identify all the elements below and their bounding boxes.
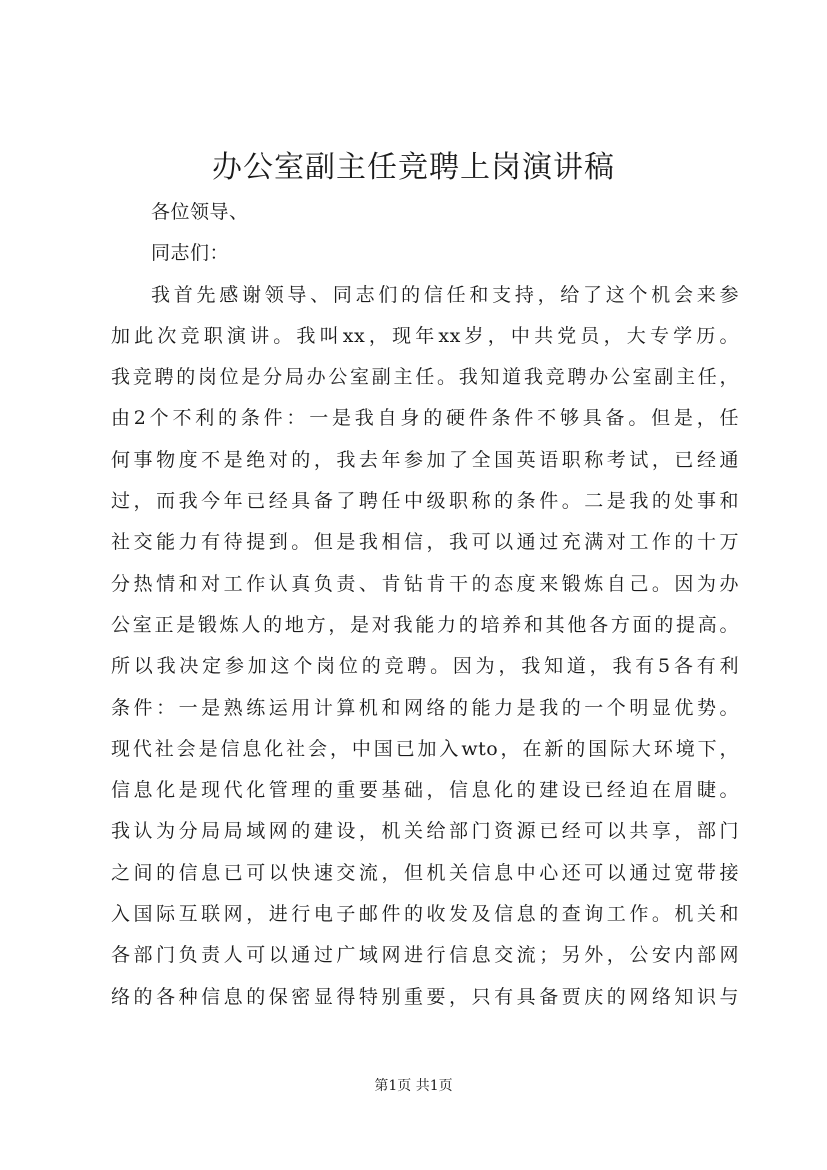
body-line: 各部门负责人可以通过广域网进行信息交流；另外，公安内部网 <box>111 944 739 967</box>
body-line: 我认为分局局域网的建设，机关给部门资源已经可以共享，部门 <box>111 820 739 843</box>
body-line: 由2个不利的条件：一是我自身的硬件条件不够具备。但是，任 <box>111 407 739 430</box>
salutation-line: 同志们： <box>151 242 230 265</box>
body-line: 何事物度不是绝对的，我去年参加了全国英语职称考试，已经通 <box>111 448 739 471</box>
body-line: 公室正是锻炼人的地方，是对我能力的培养和其他各方面的提高。 <box>111 613 739 636</box>
document-title: 办公室副主任竞聘上岗演讲稿 <box>212 150 615 185</box>
body-line: 络的各种信息的保密显得特别重要，只有具备贾庆的网络知识与 <box>111 985 739 1008</box>
document-body <box>111 192 739 1018</box>
body-line: 现代社会是信息化社会，中国已加入wto，在新的国际大环境下， <box>111 737 739 760</box>
body-line: 入国际互联网，进行电子邮件的收发及信息的查询工作。机关和 <box>111 903 739 926</box>
body-line: 信息化是现代化管理的重要基础，信息化的建设已经迫在眉睫。 <box>111 779 739 802</box>
page-footer: 第1页 共1页 <box>374 1078 453 1094</box>
body-line: 加此次竞职演讲。我叫xx，现年xx岁，中共党员，大专学历。 <box>111 324 739 347</box>
body-line: 分热情和对工作认真负责、肯钻肯干的态度来锻炼自己。因为办 <box>111 572 739 595</box>
body-line: 过，而我今年已经具备了聘任中级职称的条件。二是我的处事和 <box>111 490 739 513</box>
body-line: 社交能力有待提到。但是我相信，我可以通过充满对工作的十万 <box>111 531 739 554</box>
body-line: 我竞聘的岗位是分局办公室副主任。我知道我竞聘办公室副主任， <box>111 366 739 389</box>
body-line: 之间的信息已可以快速交流，但机关信息中心还可以通过宽带接 <box>111 861 739 884</box>
body-line: 所以我决定参加这个岗位的竞聘。因为，我知道，我有5各有利 <box>111 655 739 678</box>
salutation-line: 各位领导、 <box>151 201 249 223</box>
body-line: 我首先感谢领导、同志们的信任和支持，给了这个机会来参 <box>151 283 739 306</box>
body-line: 条件：一是熟练运用计算机和网络的能力是我的一个明显优势。 <box>111 696 739 719</box>
